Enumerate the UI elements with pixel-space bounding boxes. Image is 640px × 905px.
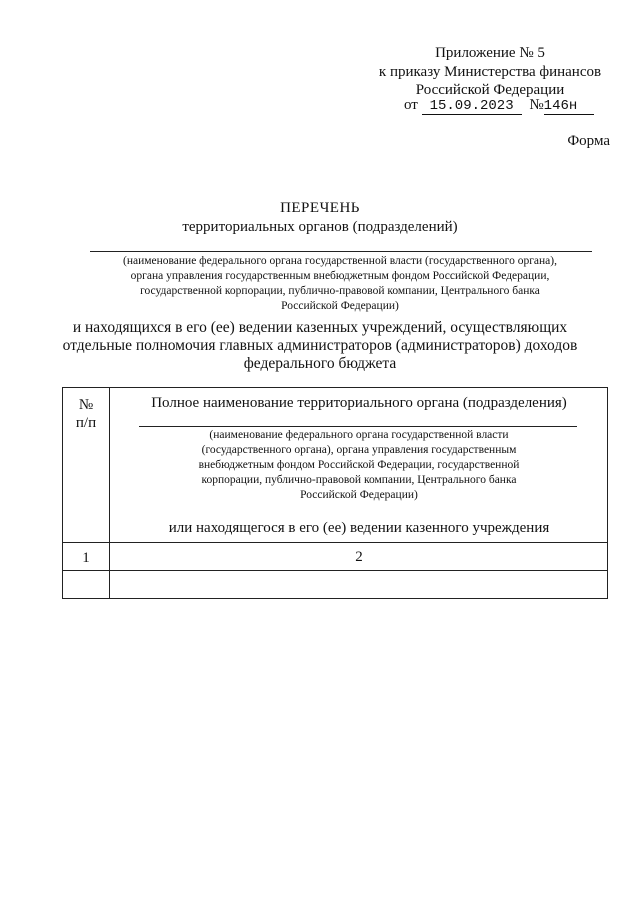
title-description-line: федерального бюджета xyxy=(243,355,397,372)
appendix-label: Приложение № 5 xyxy=(435,45,545,61)
title-note xyxy=(60,254,620,314)
column-header-note-line: Российской Федерации) xyxy=(300,489,418,501)
order-authority: Российской Федерации xyxy=(415,82,565,98)
order-date-number xyxy=(404,97,594,115)
numbering-row-divider xyxy=(63,570,607,571)
title-note-line: органа управления государственным внебюджетным фондом Российской Федерации, xyxy=(130,270,550,282)
title-note-line: (наименование федерального органа государственной власти (государственного органа), xyxy=(122,255,557,267)
document-subtitle: территориальных органов (подразделений) xyxy=(182,219,458,235)
column-header-note-line: (наименование федерального органа государственной власти xyxy=(209,429,509,441)
table-cell: 2 xyxy=(355,549,363,565)
column-header-number-line: п/п xyxy=(75,415,97,431)
table-cell: 1 xyxy=(82,550,90,566)
title-description xyxy=(0,319,640,373)
column-header-number-line: № xyxy=(78,397,94,413)
column-header-number xyxy=(63,396,109,432)
date-prefix: от xyxy=(404,97,418,113)
registry-table xyxy=(62,387,608,599)
title-note-line: Российской Федерации) xyxy=(281,300,399,312)
title-description-line: отдельные полномочия главных администраторов (администраторов) доходов xyxy=(62,337,578,354)
column-header-note-line: (государственного органа), органа управления государственным xyxy=(201,444,517,456)
title-note-line: государственной корпорации, публично-правовой компании, Центрального банка xyxy=(140,285,540,297)
column-header-note xyxy=(109,428,609,503)
column-header-name: Полное наименование территориального органа (подразделения) xyxy=(151,395,567,411)
column-header-note-line: внебюджетным фондом Российской Федерации, государственной xyxy=(198,459,520,471)
order-number: 146н xyxy=(544,98,594,115)
order-reference: к приказу Министерства финансов xyxy=(378,64,602,80)
title-description-line: и находящихся в его (ее) ведении казенных учреждений, осуществляющих xyxy=(72,319,568,336)
form-label: Форма xyxy=(567,133,610,149)
document-title: ПЕРЕЧЕНЬ xyxy=(280,200,360,216)
number-prefix: № xyxy=(529,97,544,113)
header-fill-in-line xyxy=(139,426,577,427)
column-header-footer: или находящегося в его (ее) ведении казенного учреждения xyxy=(168,520,550,536)
header-row-divider xyxy=(63,542,607,543)
column-header-note-line: корпорации, публично-правовой компании, Центрального банка xyxy=(201,474,517,486)
order-date: 15.09.2023 xyxy=(422,98,522,115)
fill-in-line xyxy=(90,251,592,252)
